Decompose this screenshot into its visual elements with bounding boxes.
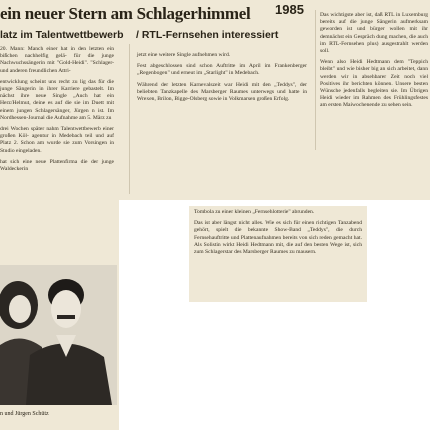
paragraph: 20. Mann: Manch einer hat in den letzten ein bißchen nachhelfig gelä- für die junge Nachwuchssängerin mit "Gold-Heidi". "Schlager- und anderen freundlichen Attri- (0, 46, 114, 74)
paragraph: drei Wochen später nahm Talentwettbewerb einer großen Köl- agentur in Medebach teil und auf Platz 2. Schon am wurde sie zum Vorsingen in Studio eingeladen. (0, 126, 114, 154)
article-headline: ein neuer Stern am Schlagerhimmel (0, 4, 251, 23)
article-column-2 (137, 52, 307, 107)
clipping-2-text (194, 209, 362, 260)
article-photo (0, 265, 117, 405)
paragraph: hat sich eine neue Plattenfirma die der junge Waldeckerin (0, 158, 114, 173)
newspaper-clipping-2 (189, 206, 367, 302)
photo-two-people (0, 265, 117, 405)
paragraph: Tombola zu einer kleinen „Fernsehlotterie" abrunden. (194, 209, 315, 215)
paragraph: Das ist aber längst nicht alles. Wie es sich für einen richtigen Tanzabend gehört, spielt die bekannte Show-Band „Teddys", die durch Fernsehauftritte und Plattenaufnahmen bereits von sich reden gemacht hat. Als Solistin wirkt Heidi Hedtmann mit, die auf den besten Wege ist, sich zum Schlagerstar des Marsberger Raumes zu mausern. (194, 220, 362, 256)
paragraph: entwicklung scheint uns recht zu lig das für die junge Sängerin in ihrer Karriere gebastelt. Im nächst ihre neue Single „Auch hat ein Herz/Helmut, deine es auf die sie im Duett mit einem jungen Schlagersänger, Jürgen n ist. Im Nordhessen-Journal die Aufnahme am 5. März zu (0, 78, 114, 121)
column-divider (129, 44, 130, 194)
article-column-3 (320, 12, 428, 114)
paragraph: Das wichtigste aber ist, daß RTL in Luxemburg bereits auf die junge Sängerin aufmerksam geworden ist und bürger wollen mit ihr demnächst ein Gespräch dung machen, die auch im RTL-Fernsehen plus) ausgestrahlt werden soll. (320, 12, 428, 55)
paragraph: Wenn also Heidi Hedtmann dem "Teppich bleibt" und wie bisher big an sich arbeitet, dann werden wir in absehbarer Zeit noch viel Positives ihr berichten können. Unsere besten Wünsche jedenfalls begleiten sie. Im Übrigen Heidi wieder im Rahmen des Frühlingsfestes am ersten Maiwochenende zu sehen sein. (320, 59, 428, 109)
article-subhead-right: / RTL-Fernsehen interessiert (136, 29, 279, 41)
column-divider (315, 10, 316, 150)
paragraph: Während der letzten Karnevalszeit war Heidi mit den „Teddys", der beliebten Tanzkapelle des Marsberger Raumes unterwegs und hatte in Wrexen, Brilon, Bigge-Olsberg sowie in Volkmarsen großen Erfolg. (137, 81, 307, 103)
article-column-1 (0, 46, 114, 177)
paragraph: jetzt eine weitere Single aufnehmen wird. (137, 52, 231, 58)
paragraph: Fest abgeschlossen sind schon Auftritte im April im Frankenberger „Regenbogen" und erneut im „Starlight" in Medebach. (137, 63, 307, 77)
photo-caption: n und Jürgen Schütz (0, 411, 49, 417)
year-label: 1985 (275, 2, 304, 17)
article-subhead: latz im Talentwettbewerb (0, 29, 124, 41)
